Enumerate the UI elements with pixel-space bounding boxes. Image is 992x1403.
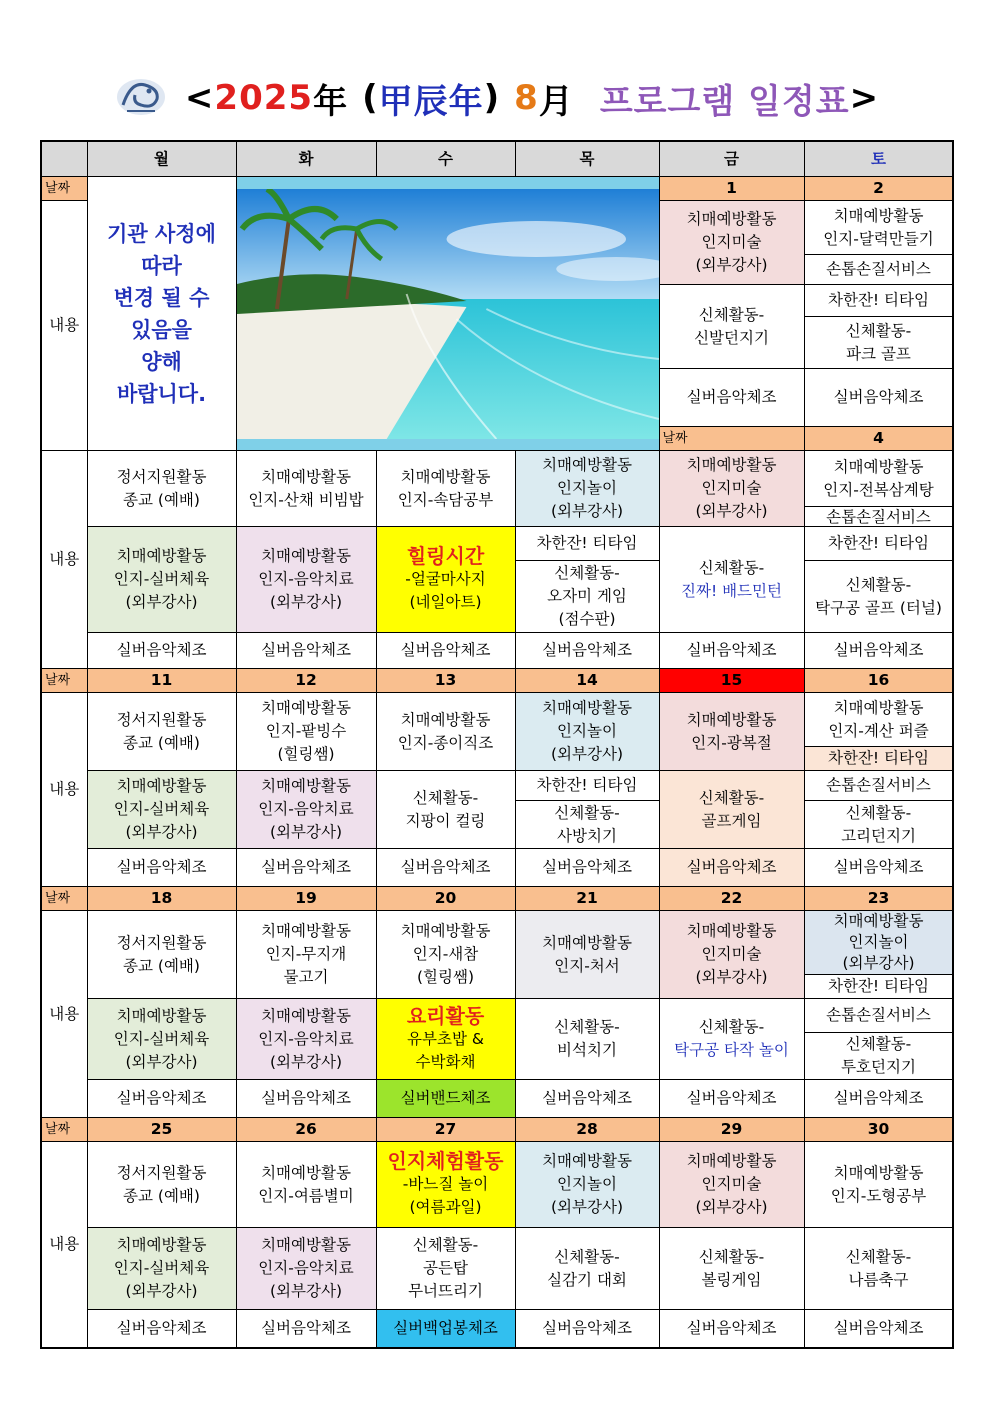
cell-line: 치매예방활동 (261, 547, 351, 565)
w2-sat-2: 손톱손질서비스 (804, 507, 953, 527)
cell-line: 힐링시간 (406, 544, 485, 568)
w1-sat-ex: 실버음악체조 (804, 369, 953, 427)
title-close: > (849, 78, 880, 118)
w3-sat-1 (804, 693, 953, 747)
w2-thu-3 (515, 561, 659, 633)
header-fri: 금 (659, 141, 804, 177)
cell-line: (외부강사) (125, 1282, 198, 1300)
cell-line: 지팡이 컬링 (405, 811, 486, 830)
cell-line: 인지-계산 퍼즐 (828, 721, 929, 740)
w1-fri-ex: 실버음악체조 (659, 369, 804, 427)
w4-tue-1 (236, 911, 376, 999)
cell-line: 유부초밥 & (407, 1029, 484, 1048)
cell-line: (외부강사) (270, 1052, 342, 1071)
date-label: 날짜 (41, 887, 87, 911)
date-cell-28: 28 (515, 1118, 659, 1142)
w3-fri-2 (659, 771, 804, 849)
header-tue: 화 (236, 141, 376, 177)
cell-line: 신체활동- (698, 1247, 765, 1266)
cell-line: 신체활동- (845, 1035, 912, 1053)
cell-line: 인지놀이 (557, 479, 617, 497)
w5-sat-1 (804, 1142, 953, 1228)
w5-sat-2 (804, 1228, 953, 1310)
cell-line: 신체활동- (845, 575, 912, 594)
w3-sat-2: 차한잔! 티타임 (804, 747, 953, 771)
cell-line: 고리던지기 (841, 826, 916, 845)
w3-tue-1 (236, 693, 376, 771)
w4-wed-2 (376, 999, 515, 1080)
w1-sat-1 (804, 201, 953, 255)
title-nian: 年 (313, 81, 349, 122)
cell-line: 인지미술 (701, 479, 762, 497)
cell-line: 치매예방활동 (261, 1163, 351, 1182)
cell-line: 물고기 (283, 968, 329, 986)
beach-photo (237, 189, 659, 439)
cell-line: 사방치기 (557, 826, 617, 845)
cell-line: 치매예방활동 (261, 699, 351, 717)
w2-fri-ex: 실버음악체조 (659, 633, 804, 669)
notice-line: 양해 (141, 349, 182, 374)
cell-line: -바느질 놀이 (402, 1175, 489, 1193)
w5-thu-ex: 실버음악체조 (515, 1310, 659, 1348)
cell-line: (힐링쌤) (416, 968, 474, 986)
w2-tue-1 (236, 451, 376, 527)
date-label: 날짜 (41, 1118, 87, 1142)
week3-date-row (41, 669, 953, 693)
cell-line: (여름과일) (409, 1198, 482, 1216)
date-cell-14: 14 (515, 669, 659, 693)
w5-sat-ex: 실버음악체조 (804, 1310, 953, 1348)
w5-mon-ex: 실버음악체조 (87, 1310, 236, 1348)
w2-sat-1 (804, 451, 953, 507)
weekday-header (41, 141, 953, 177)
w2-wed-ex: 실버음악체조 (376, 633, 515, 669)
w4-wed-1 (376, 911, 515, 999)
cell-line: 치매예방활동 (686, 922, 777, 940)
w5-tue-1 (236, 1142, 376, 1228)
cell-line: 인지-음악치료 (258, 570, 354, 588)
cell-line: 정서지원활동 (116, 710, 207, 729)
cell-line: 인지-여름별미 (258, 1186, 354, 1205)
w2-sat-4 (804, 561, 953, 633)
date-cell-20: 20 (376, 887, 515, 911)
w4-sat-1 (804, 911, 953, 975)
w4-fri-2 (659, 999, 804, 1080)
w4-sat-4 (804, 1033, 953, 1080)
cell-line: 인지-음악치료 (258, 1259, 354, 1277)
date-cell-21: 21 (515, 887, 659, 911)
date-cell-16: 16 (804, 669, 953, 693)
content-label: 내용 (41, 1142, 87, 1348)
date-cell-30: 30 (804, 1118, 953, 1142)
w3-sat-ex: 실버음악체조 (804, 849, 953, 887)
cell-line: 골프게임 (701, 811, 762, 830)
cell-line: 종교 (예배) (123, 733, 200, 752)
cell-line: 인지-팥빙수 (265, 722, 347, 740)
cell-line: 종교 (예배) (123, 956, 200, 975)
date-cell-4: 4 (804, 427, 953, 451)
header-sat: 토 (804, 141, 953, 177)
cell-line: (힐링쌤) (277, 745, 335, 763)
cell-line: 신체활동- (412, 1236, 479, 1254)
cell-line: (외부강사) (842, 954, 915, 972)
cell-line: 치매예방활동 (542, 1152, 632, 1170)
date-cell-15-holiday: 15 (659, 669, 804, 693)
cell-line: 신체활동- (554, 564, 620, 582)
header-corner (41, 141, 87, 177)
w4-thu-ex: 실버음악체조 (515, 1080, 659, 1118)
w2-wed-1 (376, 451, 515, 527)
cell-line: (외부강사) (270, 823, 342, 841)
w5-mon-2 (87, 1228, 236, 1310)
cell-line: 치매예방활동 (686, 1152, 777, 1170)
cell-line: (외부강사) (270, 593, 342, 611)
cell-line: 인지놀이 (557, 722, 617, 740)
cell-line: 인지놀이 (848, 933, 909, 951)
cell-line: 치매예방활동 (116, 777, 207, 795)
cell-line: 치매예방활동 (400, 922, 491, 940)
cell-line: 신체활동- (554, 803, 620, 822)
content-label: 내용 (41, 451, 87, 669)
cell-line: 정서지원활동 (116, 467, 207, 486)
header-thu: 목 (515, 141, 659, 177)
cell-line: 치매예방활동 (542, 699, 632, 717)
w4-tue-ex: 실버음악체조 (236, 1080, 376, 1118)
cell-line: 인지체험활동 (387, 1149, 504, 1173)
cell-line: 인지-종이직조 (397, 733, 494, 752)
notice-line: 따라 (141, 253, 182, 278)
cell-line: 치매예방활동 (261, 1236, 351, 1254)
cell-line: 치매예방활동 (542, 933, 632, 952)
w5-fri-ex: 실버음악체조 (659, 1310, 804, 1348)
w4-tue-2 (236, 999, 376, 1080)
cell-line: 비석치기 (557, 1041, 617, 1059)
w2-mon-1 (87, 451, 236, 527)
beach-image-cell (236, 177, 659, 451)
cell-line: (네일아트) (409, 593, 482, 611)
w1-fri-1 (659, 201, 804, 285)
cell-line: 실감기 대회 (547, 1270, 627, 1289)
w5-wed-2 (376, 1228, 515, 1310)
w3-mon-1 (87, 693, 236, 771)
w4-mon-1 (87, 911, 236, 999)
date-cell-12: 12 (236, 669, 376, 693)
w3-thu-2: 차한잔! 티타임 (515, 771, 659, 801)
cell-line: 오자미 게임 (547, 587, 627, 605)
cell-line: 신체활동- (554, 1247, 620, 1266)
w4-wed-ex: 실버밴드체조 (376, 1080, 515, 1118)
cell-line: 인지-산채 비빔밥 (248, 490, 364, 509)
cell-line: 인지-속담공부 (397, 490, 494, 509)
cell-line: 인지-음악치료 (258, 800, 354, 818)
w5-tue-ex: 실버음악체조 (236, 1310, 376, 1348)
w5-wed-1 (376, 1142, 515, 1228)
w3-fri-ex: 실버음악체조 (659, 849, 804, 887)
date-label: 날짜 (659, 427, 804, 451)
cell-line: 인지놀이 (557, 1175, 617, 1193)
w5-thu-1 (515, 1142, 659, 1228)
w2-sat-ex: 실버음악체조 (804, 633, 953, 669)
title-month: 8 (514, 78, 539, 118)
cell-line: 신체활동- (554, 1018, 620, 1036)
cell-line: 인지-처서 (554, 956, 620, 975)
cell-line: 정서지원활동 (116, 933, 207, 952)
w3-sat-3: 손톱손질서비스 (804, 771, 953, 801)
w2-tue-2 (236, 527, 376, 633)
w3-thu-1 (515, 693, 659, 771)
w2-thu-2: 차한잔! 티타임 (515, 527, 659, 561)
cell-line: 신체활동- (845, 803, 912, 822)
w1-fri-2 (659, 285, 804, 369)
date-cell-1: 1 (659, 177, 804, 201)
title-open: < (184, 78, 215, 118)
w2-tue-ex: 실버음악체조 (236, 633, 376, 669)
schedule-table (40, 140, 954, 1349)
cell-line: 볼링게임 (701, 1270, 762, 1289)
w2-mon-2 (87, 527, 236, 633)
cell-line: 인지-새참 (412, 945, 479, 963)
w2-thu-ex: 실버음악체조 (515, 633, 659, 669)
cell-line: (외부강사) (695, 968, 768, 986)
cell-line: 인지-무지개 (265, 945, 347, 963)
cell-line: 인지-전복삼계탕 (823, 480, 934, 499)
notice-line: 있음을 (131, 317, 192, 342)
cell-line: 투호던지기 (841, 1058, 916, 1076)
w5-fri-2 (659, 1228, 804, 1310)
cell-line: 치매예방활동 (116, 1006, 207, 1025)
cell-line: (외부강사) (551, 745, 623, 763)
w1-sat-4 (804, 317, 953, 369)
w3-fri-1 (659, 693, 804, 771)
cell-line: 탁구공 골프 (터널) (815, 598, 942, 617)
title-ganzhi: 甲辰年 (378, 81, 484, 122)
cell-line: 신체활동- (845, 321, 912, 340)
cell-line: 치매예방활동 (400, 467, 491, 486)
cell-line: 공든탑 (423, 1259, 468, 1277)
date-cell-29: 29 (659, 1118, 804, 1142)
w3-wed-1 (376, 693, 515, 771)
w5-thu-2 (515, 1228, 659, 1310)
cell-line: 치매예방활동 (261, 922, 351, 940)
date-cell-2: 2 (804, 177, 953, 201)
w3-tue-2 (236, 771, 376, 849)
w4-fri-ex: 실버음악체조 (659, 1080, 804, 1118)
w2-fri-1 (659, 451, 804, 527)
cell-line: 인지-실버체육 (113, 570, 210, 588)
date-cell-18: 18 (87, 887, 236, 911)
cell-line: 파크 골프 (846, 344, 911, 363)
cell-line: 치매예방활동 (833, 457, 924, 476)
week5-date-row (41, 1118, 953, 1142)
cell-line: 신체활동- (698, 788, 765, 807)
date-label: 날짜 (41, 177, 87, 201)
w1-sat-2: 손톱손질서비스 (804, 255, 953, 285)
cell-line: (외부강사) (125, 593, 198, 611)
cell-line: 신체활동- (845, 1247, 912, 1266)
w4-fri-1 (659, 911, 804, 999)
cell-line: 나름축구 (848, 1270, 909, 1289)
title-yue: 月 (538, 81, 574, 122)
cell-line: 신체활동- (698, 1018, 765, 1036)
cell-line: (점수판) (558, 610, 616, 628)
date-cell-11: 11 (87, 669, 236, 693)
w4-sat-3: 손톱손질서비스 (804, 999, 953, 1033)
notice-line: 변경 될 수 (113, 285, 210, 310)
title-lparen: ( (362, 78, 379, 118)
cell-line: (외부강사) (695, 256, 768, 274)
w2-wed-2 (376, 527, 515, 633)
w5-tue-2 (236, 1228, 376, 1310)
dragon-logo-icon (113, 75, 169, 121)
w2-thu-1 (515, 451, 659, 527)
cell-line: (외부강사) (270, 1282, 342, 1300)
date-cell-19: 19 (236, 887, 376, 911)
cell-line: 신발던지기 (694, 328, 769, 347)
cell-line: 인지-음악치료 (258, 1029, 354, 1048)
title-program: 프로그램 일정표 (599, 81, 850, 122)
w3-mon-2 (87, 771, 236, 849)
cell-line: (외부강사) (695, 502, 768, 520)
cell-line: 요리활동 (406, 1003, 485, 1028)
content-label: 내용 (41, 693, 87, 887)
cell-line: 치매예방활동 (116, 1236, 207, 1254)
cell-line: 신체활동- (698, 305, 765, 324)
cell-line: 치매예방활동 (261, 1006, 351, 1025)
title-year: 2025 (214, 78, 314, 118)
cell-line: 인지-실버체육 (113, 1029, 210, 1048)
cell-line: (외부강사) (125, 823, 198, 841)
w4-sat-ex: 실버음악체조 (804, 1080, 953, 1118)
cell-line: 정서지원활동 (116, 1163, 207, 1182)
header-wed: 수 (376, 141, 515, 177)
cell-line: 치매예방활동 (400, 710, 491, 729)
date-cell-25: 25 (87, 1118, 236, 1142)
header-mon: 월 (87, 141, 236, 177)
cell-line: 인지-광복절 (691, 733, 772, 752)
cell-line: 치매예방활동 (833, 912, 924, 930)
w5-mon-1 (87, 1142, 236, 1228)
cell-line: 치매예방활동 (833, 206, 924, 225)
cell-line: 탁구공 타작 놀이 (674, 1041, 789, 1059)
notice-line: 바랍니다. (116, 381, 207, 406)
w3-thu-ex: 실버음악체조 (515, 849, 659, 887)
cell-line: 치매예방활동 (261, 467, 351, 486)
cell-line: 종교 (예배) (123, 490, 200, 509)
cell-line: 종교 (예배) (123, 1186, 200, 1205)
w3-thu-3 (515, 801, 659, 849)
w4-mon-ex: 실버음악체조 (87, 1080, 236, 1118)
content-label: 내용 (41, 911, 87, 1118)
cell-line: 치매예방활동 (833, 1163, 924, 1182)
w4-sat-2: 차한잔! 티타임 (804, 975, 953, 999)
cell-line: 치매예방활동 (261, 777, 351, 795)
cell-line: 치매예방활동 (686, 210, 777, 228)
w3-mon-ex: 실버음악체조 (87, 849, 236, 887)
cell-line: -얼굴마사지 (405, 570, 486, 588)
cell-line: 인지미술 (701, 945, 762, 963)
cell-line: (외부강사) (551, 502, 623, 520)
w4-thu-1 (515, 911, 659, 999)
cell-line: 진짜! 배드민턴 (681, 581, 782, 600)
cell-line: 신체활동- (412, 788, 479, 807)
cell-line: 인지-실버체육 (113, 800, 210, 818)
week1-date-row (41, 177, 953, 201)
date-cell-23: 23 (804, 887, 953, 911)
w2-sat-3: 차한잔! 티타임 (804, 527, 953, 561)
w3-sat-4 (804, 801, 953, 849)
w2-mon-ex: 실버음악체조 (87, 633, 236, 669)
w3-wed-ex: 실버음악체조 (376, 849, 515, 887)
w1-sat-3: 차한잔! 티타임 (804, 285, 953, 317)
cell-line: 치매예방활동 (686, 456, 777, 474)
w3-wed-2 (376, 771, 515, 849)
date-cell-26: 26 (236, 1118, 376, 1142)
notice-cell (87, 177, 236, 451)
cell-line: 인지미술 (701, 1175, 762, 1193)
cell-line: 인지미술 (701, 233, 762, 251)
cell-line: 치매예방활동 (542, 456, 632, 474)
cell-line: (외부강사) (551, 1198, 623, 1216)
w4-thu-2 (515, 999, 659, 1080)
cell-line: (외부강사) (695, 1198, 768, 1216)
w2-fri-2 (659, 527, 804, 633)
cell-line: (외부강사) (125, 1052, 198, 1071)
cell-line: 수박화채 (415, 1052, 476, 1071)
date-cell-22: 22 (659, 887, 804, 911)
cell-line: 무너뜨리기 (408, 1282, 483, 1300)
page-title (0, 68, 992, 128)
date-label: 날짜 (41, 669, 87, 693)
week4-date-row (41, 887, 953, 911)
w5-fri-1 (659, 1142, 804, 1228)
cell-line: 치매예방활동 (686, 710, 777, 729)
cell-line: 인지-실버체육 (113, 1259, 210, 1277)
cell-line: 인지-달력만들기 (823, 229, 934, 248)
content-label: 내용 (41, 201, 87, 451)
w5-wed-ex: 실버백업봉체조 (376, 1310, 515, 1348)
cell-line: 치매예방활동 (833, 698, 924, 717)
notice-line: 기관 사정에 (107, 221, 216, 246)
cell-line: 치매예방활동 (116, 547, 207, 565)
cell-line: 신체활동- (698, 558, 765, 577)
date-cell-27: 27 (376, 1118, 515, 1142)
title-rparen: ) (483, 78, 501, 118)
date-cell-13: 13 (376, 669, 515, 693)
cell-line: 인지-도형공부 (830, 1186, 927, 1205)
w4-mon-2 (87, 999, 236, 1080)
w3-tue-ex: 실버음악체조 (236, 849, 376, 887)
